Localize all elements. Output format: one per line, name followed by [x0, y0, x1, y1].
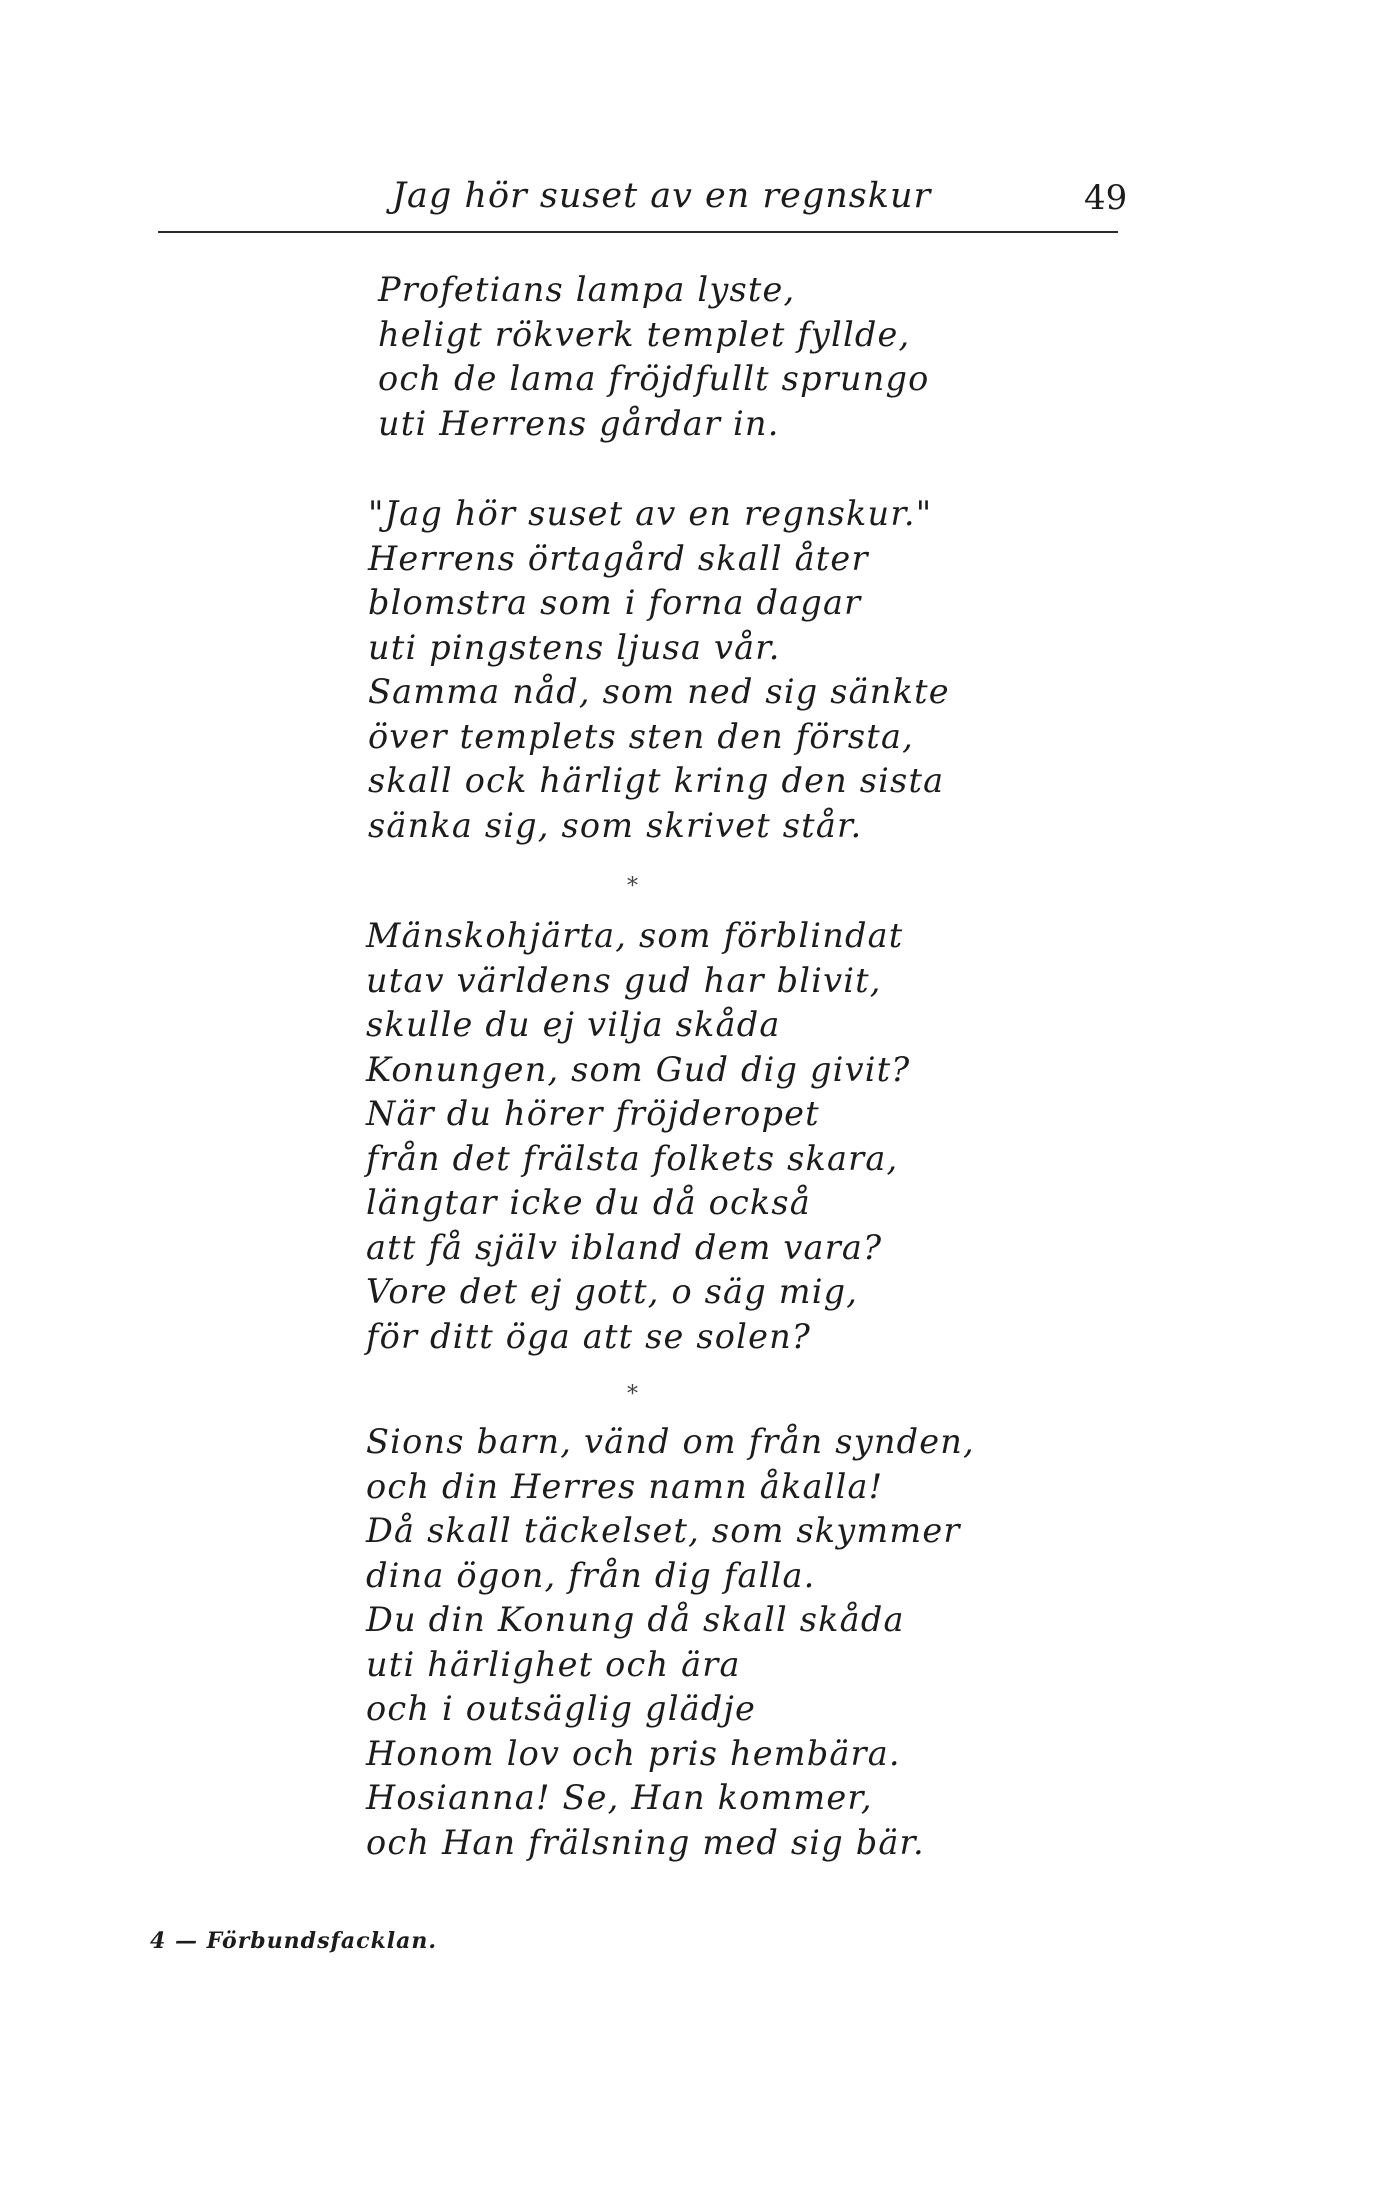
poem-line: uti härlighet och ära [366, 1644, 741, 1684]
footer-signature: 4 — Förbundsfacklan. [150, 1928, 438, 1954]
poem-line: uti pingstens ljusa vår. [368, 627, 781, 667]
poem-line: och Han frälsning med sig bär. [366, 1822, 925, 1862]
poem-line: Honom lov och pris hembära. [366, 1733, 901, 1773]
stanza-3 [366, 914, 910, 1359]
stanza-divider: * [627, 1382, 638, 1407]
page-title: Jag hör suset av en regnskur [392, 176, 932, 216]
poem-line: Du din Konung då skall skåda [366, 1600, 905, 1639]
poem-line: Herrens örtagård skall åter [368, 538, 869, 578]
stanza-4 [366, 1420, 975, 1865]
header-rule [158, 231, 1118, 233]
poem-line: och de lama fröjdfullt sprungo [378, 359, 930, 398]
stanza-divider: * [627, 874, 638, 899]
poem-line: skulle du ej vilja skåda [366, 1005, 781, 1044]
stanza-2 [368, 492, 950, 848]
poem-line: Sions barn, vänd om från synden, [366, 1422, 975, 1461]
stanza-1 [378, 268, 930, 446]
poem-line: Hosianna! Se, Han kommer, [366, 1778, 873, 1817]
poem-line: Samma nåd, som ned sig sänkte [368, 672, 950, 711]
poem-line: "Jag hör suset av en regnskur." [368, 494, 933, 533]
poem-line: för ditt öga att se solen? [366, 1316, 812, 1356]
poem-line: sänka sig, som skrivet står. [368, 805, 863, 845]
poem-line: uti Herrens gårdar in. [378, 403, 780, 443]
poem-line: Vore det ej gott, o säg mig, [366, 1272, 859, 1311]
page-number: 49 [1084, 178, 1128, 218]
poem-line: Konungen, som Gud dig givit? [366, 1049, 911, 1089]
poem-line: När du hörer fröjderopet [366, 1094, 820, 1133]
poem-line: och din Herres namn åkalla! [366, 1466, 884, 1506]
poem-line: från det frälsta folkets skara, [366, 1138, 899, 1178]
poem-line: Profetians lampa lyste, [378, 270, 796, 309]
poem-line: längtar icke du då också [366, 1183, 811, 1222]
poem-line: Då skall täckelset, som skymmer [366, 1511, 961, 1550]
poem-line: heligt rökverk templet fyllde, [378, 314, 911, 354]
poem-line: Mänskohjärta, som förblindat [366, 916, 904, 955]
poem-line: dina ögon, från dig falla. [366, 1555, 816, 1595]
poem-line: och i outsäglig glädje [366, 1689, 757, 1728]
poem-line: blomstra som i forna dagar [368, 583, 862, 622]
poem-line: utav världens gud har blivit, [366, 960, 882, 1000]
poem-line: över templets sten den första, [368, 716, 914, 756]
poem-line: att få själv ibland dem vara? [366, 1227, 883, 1267]
poem-line: skall ock härligt kring den sista [368, 761, 945, 800]
